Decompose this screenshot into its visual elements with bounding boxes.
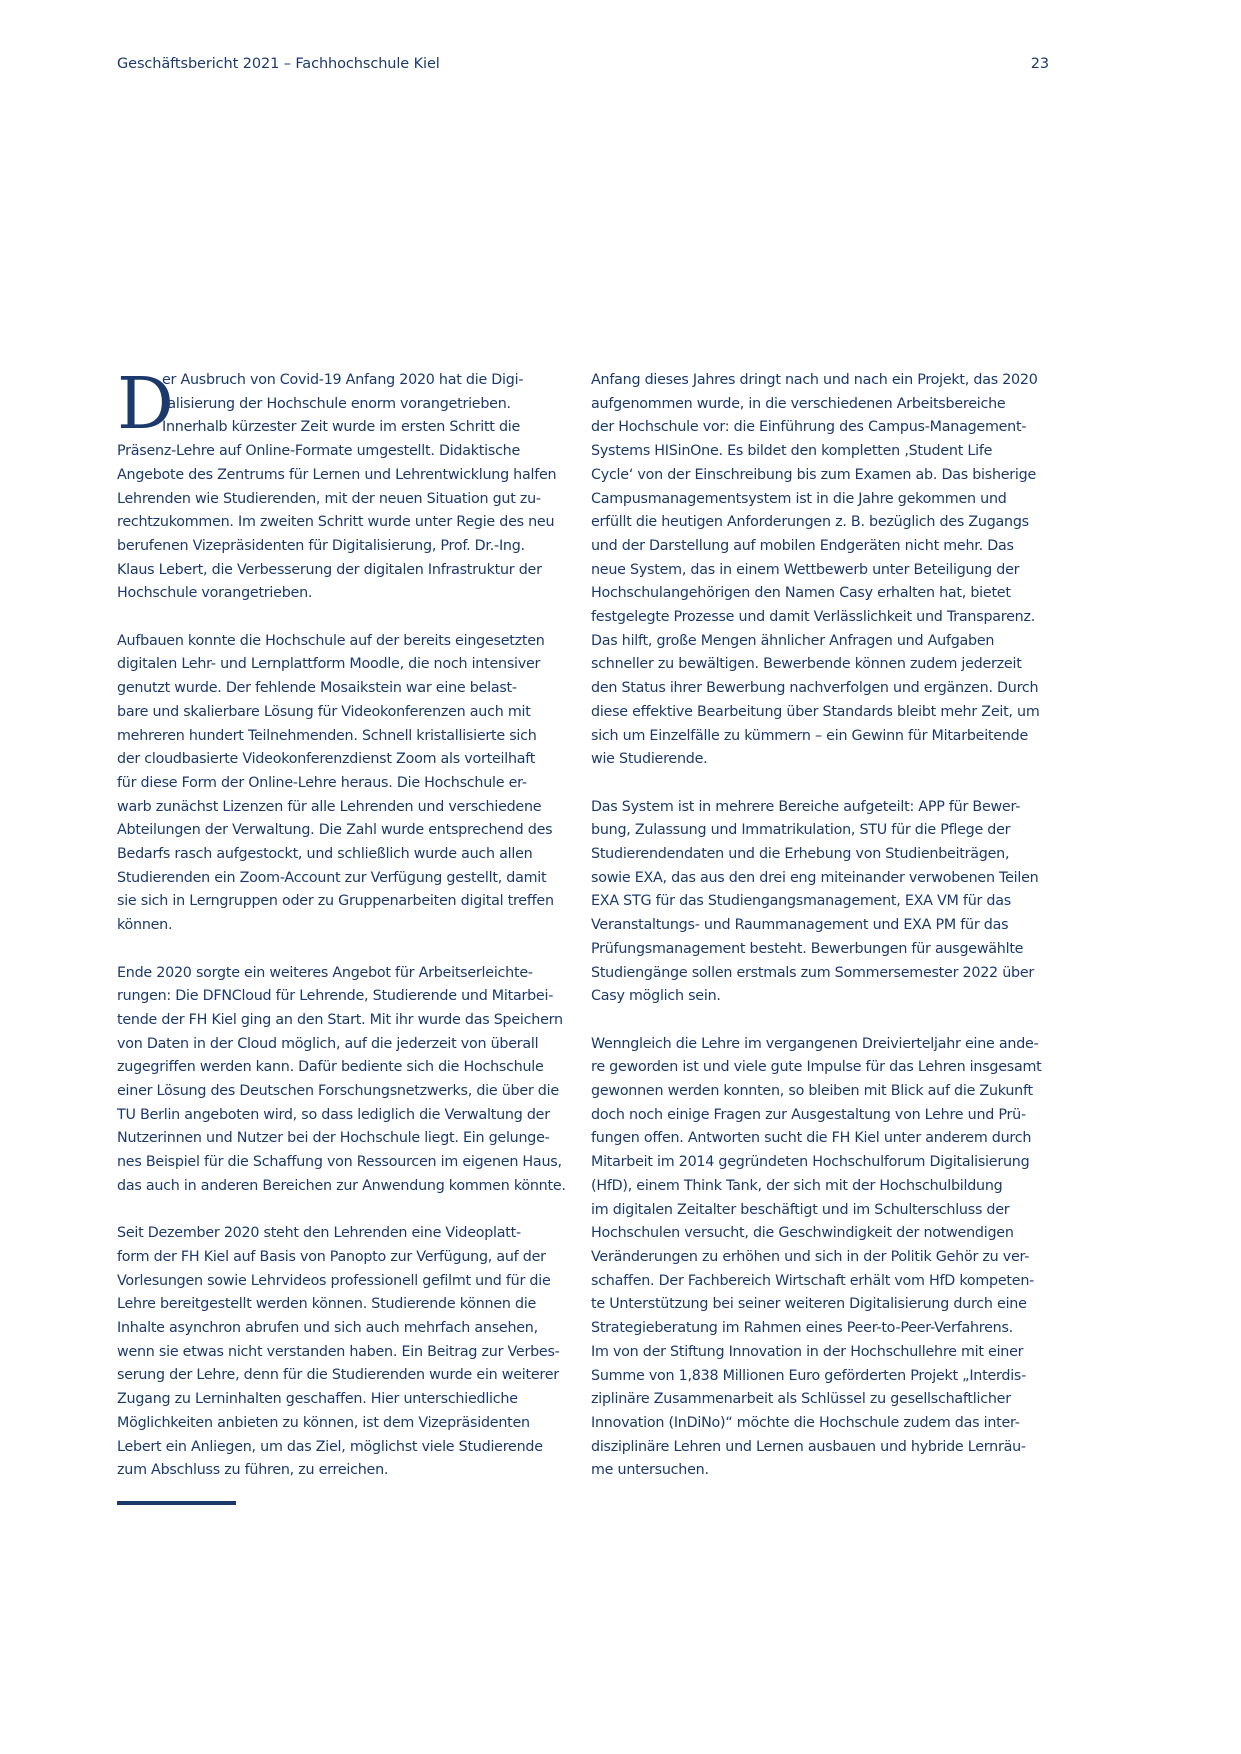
text-line: Veränderungen zu erhöhen und sich in der Politik Gehör zu ver-: [591, 1248, 1030, 1265]
text-line: rechtzukommen. Im zweiten Schritt wurde unter Regie des neu: [117, 514, 555, 531]
text-line: re geworden ist und viele gute Impulse für das Lehren insgesamt: [591, 1059, 1042, 1076]
text-line: mehreren hundert Teilnehmenden. Schnell kristallisierte sich: [117, 727, 537, 744]
text-line: Veranstaltungs- und Raummanagement und EXA PM für das: [591, 917, 1009, 934]
paragraph: [591, 369, 1040, 772]
text-line: Im von der Stiftung Innovation in der Hochschullehre mit einer: [591, 1343, 1024, 1360]
text-line: berufenen Vizepräsidenten für Digitalisierung, Prof. Dr.-Ing.: [117, 537, 525, 554]
paragraph: [117, 962, 566, 1199]
paragraph: [117, 630, 557, 938]
text-line: digitalen Lehr- und Lernplattform Moodle, die noch intensiver: [117, 656, 541, 673]
text-line: doch noch einige Fragen zur Ausgestaltung von Lehre und Prü-: [591, 1106, 1026, 1123]
text-line: Inhalte asynchron abrufen und sich auch mehrfach ansehen,: [117, 1320, 538, 1337]
text-line: schneller zu bewältigen. Bewerbende können zudem jederzeit: [591, 656, 1022, 673]
text-line: im digitalen Zeitalter beschäftigt und im Schulterschluss der: [591, 1201, 1010, 1218]
text-line: talisierung der Hochschule enorm vorangetrieben.: [162, 395, 511, 412]
text-line: diese effektive Bearbeitung über Standards bleibt mehr Zeit, um: [591, 703, 1040, 720]
page-header: [117, 56, 1049, 76]
text-line: Prüfungsmanagement besteht. Bewerbungen für ausgewählte: [591, 940, 1024, 957]
text-line: (HfD), einem Think Tank, der sich mit der Hochschulbildung: [591, 1177, 1003, 1194]
text-line: EXA STG für das Studiengangsmanagement, EXA VM für das: [591, 893, 1011, 910]
text-line: festgelegte Prozesse und damit Verlässlichkeit und Transparenz.: [591, 609, 1035, 626]
text-line: Studierendendaten und die Erhebung von Studienbeiträgen,: [591, 846, 1010, 863]
text-line: Aufbauen konnte die Hochschule auf der bereits eingesetzten: [117, 632, 545, 649]
text-line: der cloudbasierte Videokonferenzdienst Zoom als vorteilhaft: [117, 751, 536, 768]
text-line: können.: [117, 917, 173, 934]
text-line: sich um Einzelfälle zu kümmern – ein Gewinn für Mitarbeitende: [591, 727, 1029, 744]
text-line: Lehrenden wie Studierenden, mit der neuen Situation gut zu-: [117, 490, 541, 507]
text-line: Hochschulangehörigen den Namen Casy erhalten hat, bietet: [591, 585, 1011, 602]
text-line: Innerhalb kürzester Zeit wurde im ersten Schritt die: [162, 419, 521, 436]
text-line: Angebote des Zentrums für Lernen und Lehrentwicklung halfen: [117, 466, 557, 483]
text-line: für diese Form der Online-Lehre heraus. Die Hochschule er-: [117, 774, 527, 791]
right-column: [591, 369, 1042, 1483]
text-line: Lehre bereitgestellt werden können. Studierende können die: [117, 1296, 537, 1313]
text-line: bung, Zulassung und Immatrikulation, STU für die Pflege der: [591, 822, 1011, 839]
text-line: sie sich in Lerngruppen oder zu Gruppenarbeiten digital treffen: [117, 893, 554, 910]
page-number: 23: [1030, 56, 1049, 72]
text-line: und der Darstellung auf mobilen Endgeräten nicht mehr. Das: [591, 537, 1014, 554]
text-line: er Ausbruch von Covid-19 Anfang 2020 hat die Digi-: [162, 372, 524, 388]
text-line: Studiengänge sollen erstmals zum Sommersemester 2022 über: [591, 964, 1034, 981]
text-line: Anfang dieses Jahres dringt nach und nach ein Projekt, das 2020: [591, 372, 1038, 388]
text-line: Möglichkeiten anbieten zu können, ist dem Vizepräsidenten: [117, 1414, 530, 1431]
text-line: wenn sie etwas nicht verstanden haben. Ein Beitrag zur Verbes-: [117, 1343, 560, 1360]
text-line: warb zunächst Lizenzen für alle Lehrenden und verschiedene: [117, 798, 542, 815]
text-line: fungen offen. Antworten sucht die FH Kiel unter anderem durch: [591, 1130, 1032, 1147]
text-line: den Status ihrer Bewerbung nachverfolgen und ergänzen. Durch: [591, 680, 1039, 697]
text-line: Abteilungen der Verwaltung. Die Zahl wurde entsprechend des: [117, 822, 553, 839]
text-line: Mitarbeit im 2014 gegründeten Hochschulforum Digitalisierung: [591, 1154, 1030, 1171]
footer-rule: [117, 1501, 236, 1505]
text-line: Das System ist in mehrere Bereiche aufgeteilt: APP für Bewer-: [591, 798, 1021, 815]
text-line: Nutzerinnen und Nutzer bei der Hochschule liegt. Ein gelunge-: [117, 1130, 550, 1147]
text-line: Strategieberatung im Rahmen eines Peer-to-Peer-Verfahrens.: [591, 1320, 1013, 1337]
paragraph: [591, 1033, 1042, 1483]
text-line: von Daten in der Cloud möglich, auf die jederzeit von überall: [117, 1035, 539, 1052]
left-column: [117, 362, 566, 1483]
text-line: bare und skalierbare Lösung für Videokonferenzen auch mit: [117, 703, 531, 720]
text-line: neue System, das in einem Wettbewerb unter Beteiligung der: [591, 561, 1020, 578]
text-line: Innovation (InDiNo)“ möchte die Hochschule zudem das inter-: [591, 1414, 1020, 1431]
text-line: einer Lösung des Deutschen Forschungsnetzwerks, die über die: [117, 1083, 559, 1100]
text-line: rungen: Die DFNCloud für Lehrende, Studierende und Mitarbei-: [117, 988, 554, 1005]
paragraph: [591, 796, 1039, 1009]
text-line: das auch in anderen Bereichen zur Anwendung kommen könnte.: [117, 1177, 566, 1194]
text-line: Präsenz-Lehre auf Online-Formate umgestellt. Didaktische: [117, 443, 521, 460]
text-line: Das hilft, große Mengen ähnlicher Anfragen und Aufgaben: [591, 632, 995, 649]
text-line: Bedarfs rasch aufgestockt, und schließlich wurde auch allen: [117, 846, 533, 863]
text-line: Lebert ein Anliegen, um das Ziel, möglichst viele Studierende: [117, 1438, 543, 1455]
text-line: Zugang zu Lerninhalten geschaffen. Hier unterschiedliche: [117, 1391, 518, 1408]
text-line: form der FH Kiel auf Basis von Panopto zur Verfügung, auf der: [117, 1248, 546, 1265]
text-line: disziplinäre Lehren und Lernen ausbauen und hybride Lernräu-: [591, 1438, 1026, 1455]
text-line: Seit Dezember 2020 steht den Lehrenden eine Videoplatt-: [117, 1225, 521, 1242]
text-line: ziplinäre Zusammenarbeit als Schlüssel zu gesellschaftlicher: [591, 1391, 1011, 1408]
text-line: Cycle‘ von der Einschreibung bis zum Examen ab. Das bisherige: [591, 466, 1037, 483]
document-title: Geschäftsbericht 2021 – Fachhochschule Kiel: [117, 56, 440, 72]
text-line: TU Berlin angeboten wird, so dass lediglich die Verwaltung der: [117, 1106, 550, 1123]
text-line: Vorlesungen sowie Lehrvideos professionell gefilmt und für die: [117, 1272, 551, 1289]
text-line: schaffen. Der Fachbereich Wirtschaft erhält vom HfD kompeten-: [591, 1272, 1035, 1289]
text-line: wie Studierende.: [591, 751, 708, 768]
text-line: Summe von 1,838 Millionen Euro geförderten Projekt „Interdis-: [591, 1367, 1027, 1384]
paragraph: [117, 1222, 560, 1483]
text-line: Systems HISinOne. Es bildet den kompletten ‚Student Life: [591, 443, 993, 460]
text-line: Casy möglich sein.: [591, 988, 721, 1005]
text-line: Campusmanagementsystem ist in die Jahre gekommen und: [591, 490, 1007, 507]
paragraph: [117, 362, 557, 606]
text-line: zugegriffen werden kann. Dafür bediente sich die Hochschule: [117, 1059, 544, 1076]
text-line: erfüllt die heutigen Anforderungen z. B. bezüglich des Zugangs: [591, 514, 1029, 531]
text-line: tende der FH Kiel ging an den Start. Mit ihr wurde das Speichern: [117, 1011, 563, 1028]
drop-cap: D: [117, 362, 174, 445]
text-line: serung der Lehre, denn für die Studierenden wurde ein weiterer: [117, 1367, 559, 1384]
text-line: genutzt wurde. Der fehlende Mosaikstein war eine belast-: [117, 680, 517, 697]
text-line: Hochschulen versucht, die Geschwindigkeit der notwendigen: [591, 1225, 1014, 1242]
text-line: Wenngleich die Lehre im vergangenen Dreivierteljahr eine ande-: [591, 1035, 1039, 1052]
text-line: zum Abschluss zu führen, zu erreichen.: [117, 1462, 389, 1479]
text-line: der Hochschule vor: die Einführung des Campus-Management-: [591, 419, 1027, 436]
text-line: Klaus Lebert, die Verbesserung der digitalen Infrastruktur der: [117, 561, 542, 578]
text-line: Hochschule vorangetrieben.: [117, 585, 313, 602]
text-line: sowie EXA, das aus den drei eng miteinander verwobenen Teilen: [591, 869, 1039, 886]
text-line: te Unterstützung bei seiner weiteren Digitalisierung durch eine: [591, 1296, 1027, 1313]
text-line: aufgenommen wurde, in die verschiedenen Arbeitsbereiche: [591, 395, 1006, 412]
text-line: me untersuchen.: [591, 1462, 709, 1479]
text-line: Studierenden ein Zoom-Account zur Verfügung gestellt, damit: [117, 869, 547, 886]
text-line: Ende 2020 sorgte ein weiteres Angebot für Arbeitserleichte-: [117, 964, 533, 981]
text-line: gewonnen werden konnten, so bleiben mit Blick auf die Zukunft: [591, 1083, 1033, 1100]
text-line: nes Beispiel für die Schaffung von Ressourcen im eigenen Haus,: [117, 1154, 562, 1171]
